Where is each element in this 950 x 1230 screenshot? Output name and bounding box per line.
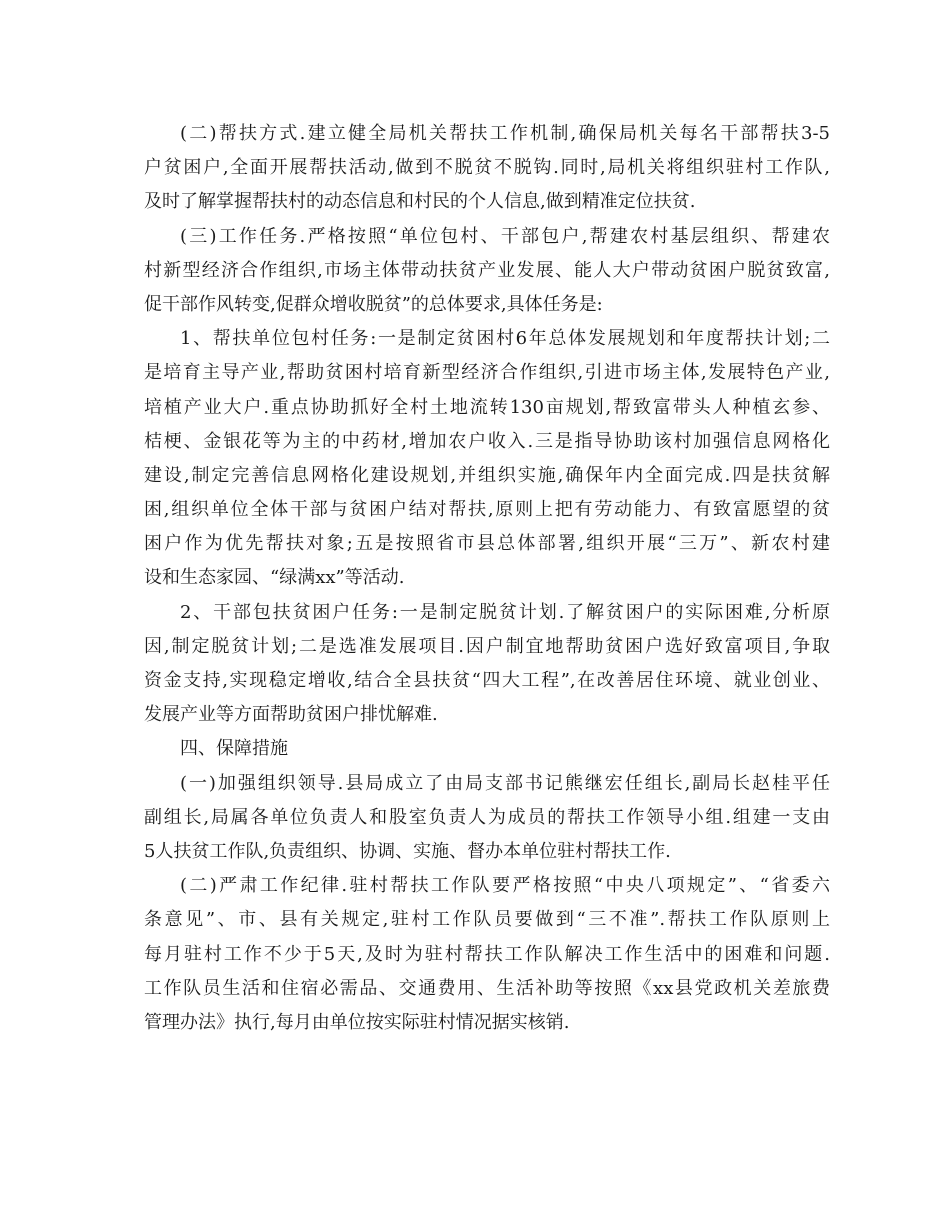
text-line: 促干部作风转变,促群众增收脱贫”的总体要求,具体任务是:: [144, 293, 603, 315]
text-line: 困户作为优先帮扶对象;五是按照省市县总体部署,组织开展“三万”、新农村建: [144, 533, 830, 555]
text-line: 1、帮扶单位包村任务:一是制定贫困村6年总体发展规划和年度帮扶计划;二: [180, 328, 830, 350]
text-line: 是培育主导产业,帮助贫困村培育新型经济合作组织,引进市场主体,发展特色产业,: [144, 362, 830, 384]
text-line: (一)加强组织领导.县局成立了由局支部书记熊继宏任组长,副局长赵桂平任: [180, 772, 830, 794]
text-line: 条意见”、市、县有关规定,驻村工作队员要做到“三不准”.帮扶工作队原则上: [144, 909, 830, 931]
text-line: 5人扶贫工作队,负责组织、协调、实施、督办本单位驻村帮扶工作.: [144, 840, 671, 862]
text-line: (二)严肃工作纪律.驻村帮扶工作队要严格按照“中央八项规定”、“省委六: [180, 875, 830, 897]
text-line: 每月驻村工作不少于5天,及时为驻村帮扶工作队解决工作生活中的困难和问题.: [144, 943, 830, 965]
text-line: 培植产业大户.重点协助抓好全村土地流转130亩规划,帮致富带头人种植玄参、: [144, 396, 830, 418]
text-line: (三)工作任务.严格按照“单位包村、干部包户,帮建农村基层组织、帮建农: [180, 225, 830, 247]
text-line: 桔梗、金银花等为主的中药材,增加农户收入.三是指导协助该村加强信息网格化: [144, 430, 830, 452]
text-line: 发展产业等方面帮助贫困户排忧解难.: [144, 704, 438, 726]
text-line: 困,组织单位全体干部与贫困户结对帮扶,原则上把有劳动能力、有致富愿望的贫: [144, 499, 830, 521]
text-line: 工作队员生活和住宿必需品、交通费用、生活补助等按照《xx县党政机关差旅费: [144, 977, 830, 999]
text-line: 及时了解掌握帮扶村的动态信息和村民的个人信息,做到精准定位扶贫.: [144, 191, 696, 213]
text-line: 建设,制定完善信息网格化建设规划,并组织实施,确保年内全面完成.四是扶贫解: [144, 464, 830, 486]
text-line: (二)帮扶方式.建立健全局机关帮扶工作机制,确保局机关每名干部帮扶3-5: [180, 123, 830, 144]
text-line: 村新型经济合作组织,市场主体带动扶贫产业发展、能人大户带动贫困户脱贫致富,: [144, 259, 830, 281]
text-line: 2、干部包扶贫困户任务:一是制定脱贫计划.了解贫困户的实际困难,分析原: [180, 601, 830, 623]
text-line: 管理办法》执行,每月由单位按实际驻村情况据实核销.: [144, 1011, 570, 1033]
text-line: 户贫困户,全面开展帮扶活动,做到不脱贫不脱钩.同时,局机关将组织驻村工作队,: [144, 157, 830, 179]
text-line: 副组长,局属各单位负责人和股室负责人为成员的帮扶工作领导小组.组建一支由: [144, 806, 830, 828]
document-body: [144, 117, 830, 1040]
text-line: 因,制定脱贫计划;二是选准发展项目.因户制宜地帮助贫困户选好致富项目,争取: [144, 635, 830, 657]
text-line: 四、保障措施: [180, 738, 288, 760]
text-line: 资金支持,实现稳定增收,结合全县扶贫“四大工程”,在改善居住环境、就业创业、: [144, 670, 830, 691]
text-line: 设和生态家园、“绿满xx”等活动.: [144, 567, 405, 589]
